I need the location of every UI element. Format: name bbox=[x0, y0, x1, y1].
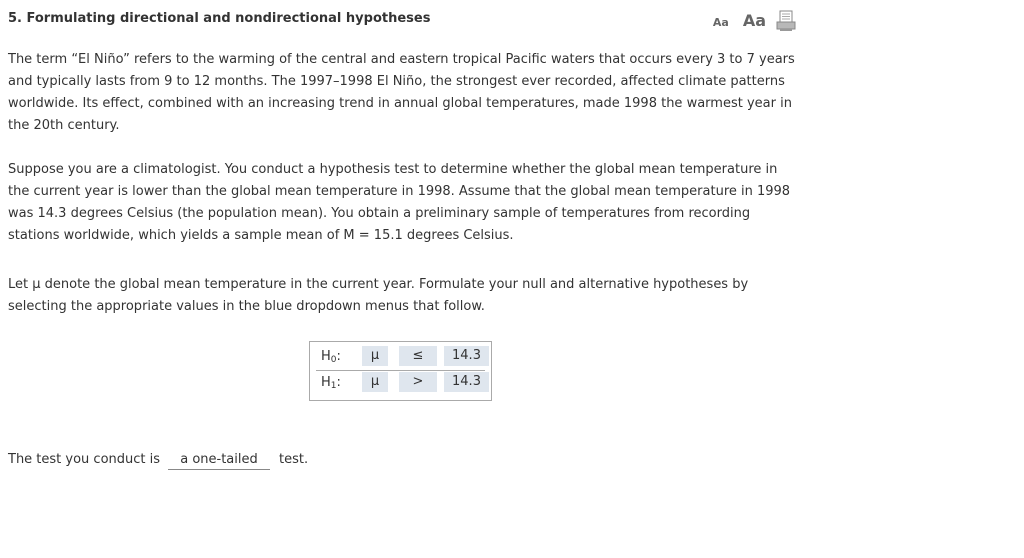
null-hypothesis-row bbox=[310, 346, 491, 368]
alternative-value-dropdown[interactable]: 14.3 bbox=[444, 372, 489, 392]
instruction-paragraph: Let μ denote the global mean temperature in the current year. Formulate your null and alternative hypotheses by selecting the appropriate values in the blue dropdown menus that follow. bbox=[8, 277, 749, 314]
null-parameter-dropdown[interactable]: μ bbox=[362, 346, 388, 366]
hypotheses-divider bbox=[316, 370, 485, 371]
question-title: 5. Formulating directional and nondirectional hypotheses bbox=[8, 11, 431, 26]
toolbar bbox=[713, 10, 796, 32]
alternative-parameter-dropdown[interactable]: μ bbox=[362, 372, 388, 392]
null-operator-dropdown[interactable]: ≤ bbox=[399, 346, 437, 366]
font-size-small-button[interactable]: Aa bbox=[712, 16, 729, 29]
null-value-dropdown[interactable]: 14.3 bbox=[444, 346, 489, 366]
hypotheses-box bbox=[309, 341, 492, 401]
alternative-hypothesis-row bbox=[310, 372, 491, 394]
question-header bbox=[8, 10, 796, 32]
null-hypothesis-label: $H_0$: bbox=[321, 349, 341, 365]
test-type-suffix: test. bbox=[279, 452, 309, 467]
test-type-dropdown[interactable]: a one-tailed bbox=[168, 449, 270, 470]
alternative-operator-dropdown[interactable]: > bbox=[399, 372, 437, 392]
font-size-large-button[interactable]: Aa bbox=[742, 11, 766, 30]
print-icon[interactable] bbox=[776, 10, 796, 32]
alternative-hypothesis-label: $H_1$: bbox=[321, 375, 341, 391]
scenario-paragraph: Suppose you are a climatologist. You conduct a hypothesis test to determine whether the global mean temperature in the current year is lower than the global mean temperature in 1998. Assume that the global mean temperature in 1998 was 14.3 degrees Celsius (the population mean). You obtain a preliminary sample of temperatures from recording stations worldwide, which yields a sample mean of M = 15.1 degrees Celsius. bbox=[8, 162, 791, 243]
test-type-prefix: The test you conduct is bbox=[8, 452, 161, 467]
intro-paragraph: The term “El Niño” refers to the warming of the central and eastern tropical Pacific waters that occurs every 3 to 7 years and typically lasts from 9 to 12 months. The 1997–1998 El Niño, the strongest ever recorded, affected climate patterns worldwide. Its effect, combined with an increasing trend in annual global temperatures, made 1998 the warmest year in the 20th century. bbox=[8, 52, 795, 133]
